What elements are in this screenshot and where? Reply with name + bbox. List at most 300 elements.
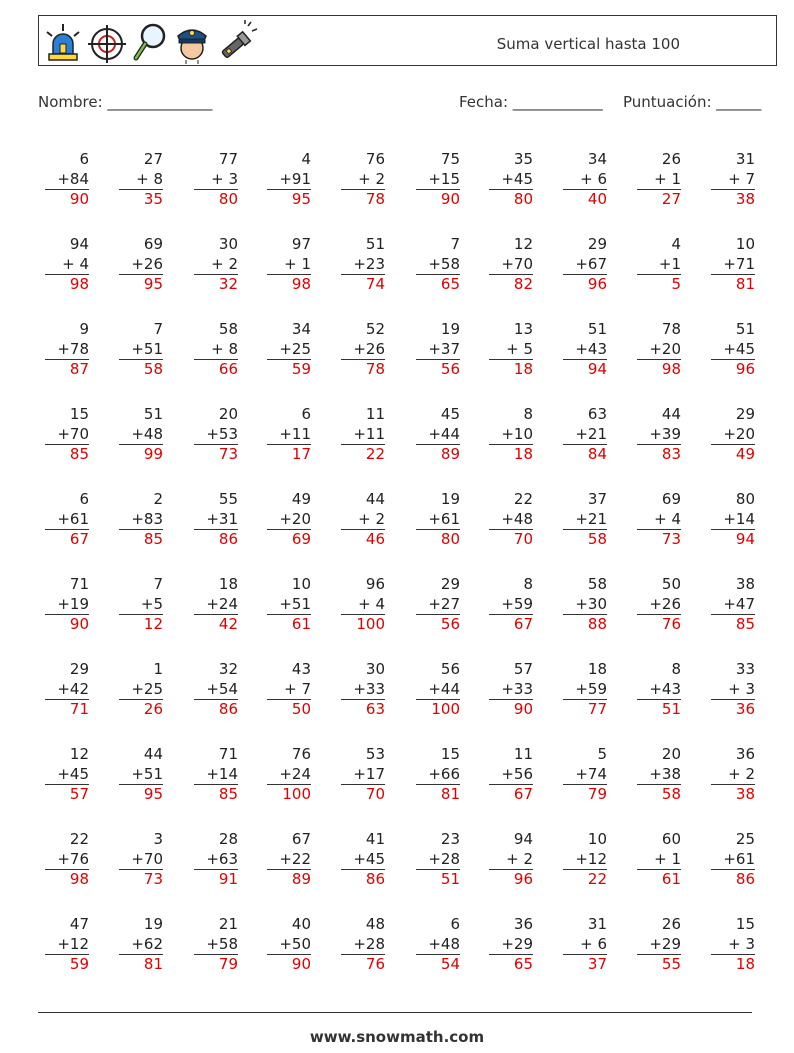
addend-top: 67 [291, 830, 311, 848]
answer: 22 [563, 869, 607, 890]
addend-bottom: + 7 [284, 679, 311, 698]
answer: 85 [119, 529, 163, 550]
addend-bottom: +28 [353, 934, 385, 953]
addend-top: 45 [440, 405, 460, 423]
addend-bottom: +47 [723, 594, 755, 613]
addend-top: 71 [218, 745, 238, 763]
problem-row [0, 235, 794, 315]
addend-top: 44 [365, 490, 385, 508]
addend-top: 51 [143, 405, 163, 423]
addition-problem [563, 660, 607, 720]
addend-bottom: +58 [206, 934, 238, 953]
addition-problem [194, 235, 238, 295]
addend-bottom: +14 [723, 509, 755, 528]
addend-top: 7 [450, 235, 460, 253]
addition-problem [637, 830, 681, 890]
addend-top: 23 [440, 830, 460, 848]
addend-bottom: +59 [501, 594, 533, 613]
answer: 57 [45, 784, 89, 805]
addend-top: 10 [587, 830, 607, 848]
addend-top: 76 [291, 745, 311, 763]
addend-bottom: +70 [131, 849, 163, 868]
addend-top: 48 [365, 915, 385, 933]
addend-top: 56 [440, 660, 460, 678]
addition-problem [637, 660, 681, 720]
answer: 98 [45, 274, 89, 295]
answer: 78 [341, 189, 385, 210]
addition-problem [119, 320, 163, 380]
addend-bottom: +12 [57, 934, 89, 953]
addend-bottom: +74 [575, 764, 607, 783]
addend-bottom: +31 [206, 509, 238, 528]
answer: 54 [416, 954, 460, 975]
addition-problem [267, 830, 311, 890]
answer: 67 [489, 614, 533, 635]
addition-problem [45, 235, 89, 295]
addition-problem [637, 405, 681, 465]
answer: 90 [489, 699, 533, 720]
footer-rule [38, 1012, 752, 1013]
addend-top: 6 [450, 915, 460, 933]
answer: 74 [341, 274, 385, 295]
addition-problem [267, 235, 311, 295]
addition-problem [416, 745, 460, 805]
addend-top: 3 [153, 830, 163, 848]
addition-problem [194, 150, 238, 210]
answer: 80 [194, 189, 238, 210]
addend-bottom: +1 [658, 254, 681, 273]
police-officer-icon [172, 20, 212, 64]
addend-bottom: +21 [575, 509, 607, 528]
addend-top: 30 [365, 660, 385, 678]
addend-bottom: +24 [206, 594, 238, 613]
addend-top: 26 [661, 150, 681, 168]
addend-bottom: +20 [723, 424, 755, 443]
answer: 49 [711, 444, 755, 465]
answer: 94 [711, 529, 755, 550]
addition-problem [45, 745, 89, 805]
answer: 56 [416, 614, 460, 635]
addend-bottom: +29 [649, 934, 681, 953]
addend-bottom: +63 [206, 849, 238, 868]
addition-problem [267, 490, 311, 550]
addend-bottom: + 3 [728, 679, 755, 698]
addend-bottom: +43 [649, 679, 681, 698]
answer: 65 [416, 274, 460, 295]
addend-bottom: +33 [353, 679, 385, 698]
answer: 90 [45, 614, 89, 635]
addend-top: 29 [587, 235, 607, 253]
addition-problem [267, 660, 311, 720]
addition-problem [45, 150, 89, 210]
addition-problem [194, 915, 238, 975]
answer: 100 [416, 699, 460, 720]
addition-problem [637, 915, 681, 975]
addend-top: 12 [513, 235, 533, 253]
answer: 88 [563, 614, 607, 635]
addend-bottom: + 1 [654, 169, 681, 188]
answer: 61 [637, 869, 681, 890]
addend-top: 26 [661, 915, 681, 933]
addend-bottom: +44 [428, 679, 460, 698]
answer: 80 [416, 529, 460, 550]
addition-problem [45, 490, 89, 550]
addend-bottom: +14 [206, 764, 238, 783]
addend-top: 58 [587, 575, 607, 593]
addition-problem [416, 235, 460, 295]
answer: 65 [489, 954, 533, 975]
addend-bottom: +58 [428, 254, 460, 273]
addend-bottom: + 3 [211, 169, 238, 188]
addend-top: 51 [735, 320, 755, 338]
addition-problem [711, 745, 755, 805]
answer: 27 [637, 189, 681, 210]
addition-problem [416, 660, 460, 720]
addition-problem [267, 575, 311, 635]
addend-top: 29 [69, 660, 89, 678]
addend-top: 36 [513, 915, 533, 933]
addend-bottom: +67 [575, 254, 607, 273]
addition-problem [267, 405, 311, 465]
addend-top: 6 [301, 405, 311, 423]
answer: 69 [267, 529, 311, 550]
answer: 98 [267, 274, 311, 295]
answer: 18 [711, 954, 755, 975]
addend-top: 18 [218, 575, 238, 593]
answer: 85 [711, 614, 755, 635]
addend-top: 35 [513, 150, 533, 168]
addend-top: 31 [735, 150, 755, 168]
answer: 76 [637, 614, 681, 635]
worksheet-title: Suma vertical hasta 100 [496, 35, 680, 53]
addend-bottom: +20 [279, 509, 311, 528]
addend-top: 78 [661, 320, 681, 338]
addition-problem [119, 235, 163, 295]
addition-problem [267, 915, 311, 975]
date-field-label: Fecha: ____________ [459, 93, 603, 111]
addend-top: 28 [218, 830, 238, 848]
addition-problem [711, 915, 755, 975]
answer: 96 [711, 359, 755, 380]
addition-problem [563, 150, 607, 210]
addend-bottom: +56 [501, 764, 533, 783]
addend-bottom: +39 [649, 424, 681, 443]
answer: 85 [194, 784, 238, 805]
answer: 55 [637, 954, 681, 975]
answer: 81 [711, 274, 755, 295]
addend-top: 6 [79, 150, 89, 168]
addend-bottom: +27 [428, 594, 460, 613]
problem-row [0, 745, 794, 825]
addend-top: 19 [143, 915, 163, 933]
addend-bottom: + 8 [211, 339, 238, 358]
addend-top: 20 [661, 745, 681, 763]
addend-bottom: +83 [131, 509, 163, 528]
addend-top: 7 [153, 575, 163, 593]
problem-row [0, 575, 794, 655]
addend-top: 50 [661, 575, 681, 593]
addend-top: 8 [671, 660, 681, 678]
addend-top: 19 [440, 490, 460, 508]
answer: 81 [416, 784, 460, 805]
addition-problem [119, 150, 163, 210]
addition-problem [416, 490, 460, 550]
addend-bottom: +11 [353, 424, 385, 443]
addition-problem [563, 320, 607, 380]
addend-top: 32 [218, 660, 238, 678]
siren-icon [43, 20, 83, 64]
addition-problem [194, 660, 238, 720]
answer: 90 [416, 189, 460, 210]
answer: 96 [563, 274, 607, 295]
addend-bottom: +70 [501, 254, 533, 273]
addition-problem [45, 575, 89, 635]
addition-problem [341, 150, 385, 210]
addition-problem [119, 660, 163, 720]
addend-bottom: +24 [279, 764, 311, 783]
addend-bottom: +5 [140, 594, 163, 613]
answer: 86 [194, 699, 238, 720]
addend-top: 51 [365, 235, 385, 253]
answer: 79 [563, 784, 607, 805]
addend-bottom: +62 [131, 934, 163, 953]
addend-top: 34 [291, 320, 311, 338]
addend-bottom: + 3 [728, 934, 755, 953]
addition-problem [416, 575, 460, 635]
addition-problem [563, 405, 607, 465]
addition-problem [119, 915, 163, 975]
answer: 76 [341, 954, 385, 975]
addend-bottom: +84 [57, 169, 89, 188]
addition-problem [341, 320, 385, 380]
addend-bottom: +66 [428, 764, 460, 783]
addition-problem [341, 915, 385, 975]
addend-bottom: +61 [723, 849, 755, 868]
answer: 50 [267, 699, 311, 720]
addition-problem [267, 745, 311, 805]
addition-problem [341, 745, 385, 805]
addend-bottom: + 2 [728, 764, 755, 783]
addend-top: 40 [291, 915, 311, 933]
addend-bottom: +48 [428, 934, 460, 953]
addend-top: 44 [661, 405, 681, 423]
addition-problem [489, 830, 533, 890]
answer: 70 [341, 784, 385, 805]
answer: 91 [194, 869, 238, 890]
addend-bottom: + 2 [358, 169, 385, 188]
answer: 38 [711, 784, 755, 805]
answer: 18 [489, 444, 533, 465]
addend-top: 22 [513, 490, 533, 508]
addend-top: 8 [523, 575, 533, 593]
flashlight-icon [215, 20, 259, 64]
answer: 66 [194, 359, 238, 380]
answer: 73 [119, 869, 163, 890]
addition-problem [341, 660, 385, 720]
addend-top: 44 [143, 745, 163, 763]
addend-bottom: +26 [353, 339, 385, 358]
addition-problem [119, 575, 163, 635]
answer: 18 [489, 359, 533, 380]
addend-top: 1 [153, 660, 163, 678]
addend-bottom: + 2 [506, 849, 533, 868]
answer: 73 [194, 444, 238, 465]
addend-top: 7 [153, 320, 163, 338]
addition-problem [489, 575, 533, 635]
addition-problem [563, 830, 607, 890]
addend-bottom: +19 [57, 594, 89, 613]
problem-row [0, 150, 794, 230]
addend-top: 12 [69, 745, 89, 763]
addend-bottom: +71 [723, 254, 755, 273]
addend-bottom: +15 [428, 169, 460, 188]
addend-bottom: +22 [279, 849, 311, 868]
addend-top: 80 [735, 490, 755, 508]
addition-problem [119, 745, 163, 805]
addition-problem [489, 150, 533, 210]
addition-problem [563, 235, 607, 295]
answer: 22 [341, 444, 385, 465]
answer: 87 [45, 359, 89, 380]
answer: 73 [637, 529, 681, 550]
addition-problem [563, 915, 607, 975]
addend-bottom: + 4 [62, 254, 89, 273]
answer: 70 [489, 529, 533, 550]
addend-top: 51 [587, 320, 607, 338]
header-box [38, 15, 777, 66]
addition-problem [489, 490, 533, 550]
addend-bottom: +78 [57, 339, 89, 358]
addend-bottom: +43 [575, 339, 607, 358]
addend-bottom: +33 [501, 679, 533, 698]
problem-row [0, 405, 794, 485]
addend-bottom: + 1 [654, 849, 681, 868]
addend-bottom: +51 [279, 594, 311, 613]
answer: 86 [341, 869, 385, 890]
addition-problem [45, 915, 89, 975]
answer: 35 [119, 189, 163, 210]
addend-top: 36 [735, 745, 755, 763]
answer: 94 [563, 359, 607, 380]
answer: 85 [45, 444, 89, 465]
addend-bottom: +45 [353, 849, 385, 868]
addend-top: 75 [440, 150, 460, 168]
addition-problem [267, 320, 311, 380]
answer: 89 [267, 869, 311, 890]
addition-problem [45, 830, 89, 890]
addend-top: 47 [69, 915, 89, 933]
addend-top: 58 [218, 320, 238, 338]
addition-problem [416, 915, 460, 975]
addend-top: 19 [440, 320, 460, 338]
answer: 79 [194, 954, 238, 975]
addend-bottom: +29 [501, 934, 533, 953]
addend-top: 29 [735, 405, 755, 423]
addition-problem [45, 660, 89, 720]
addend-top: 25 [735, 830, 755, 848]
addend-bottom: +59 [575, 679, 607, 698]
addition-problem [119, 490, 163, 550]
addition-problem [711, 575, 755, 635]
footer-site: www.snowmath.com [309, 1028, 485, 1046]
addend-bottom: +44 [428, 424, 460, 443]
addend-top: 57 [513, 660, 533, 678]
addition-problem [711, 150, 755, 210]
addend-top: 18 [587, 660, 607, 678]
score-field-label: Puntuación: ______ [623, 93, 762, 111]
name-field-label: Nombre: ______________ [38, 93, 213, 111]
addend-top: 4 [671, 235, 681, 253]
addend-top: 15 [735, 915, 755, 933]
addend-bottom: + 5 [506, 339, 533, 358]
addend-top: 55 [218, 490, 238, 508]
addition-problem [711, 320, 755, 380]
addend-top: 8 [523, 405, 533, 423]
answer: 71 [45, 699, 89, 720]
addend-top: 38 [735, 575, 755, 593]
addend-bottom: +25 [131, 679, 163, 698]
answer: 37 [563, 954, 607, 975]
addition-problem [489, 235, 533, 295]
addend-top: 34 [587, 150, 607, 168]
addition-problem [489, 405, 533, 465]
addend-top: 69 [661, 490, 681, 508]
addend-bottom: +38 [649, 764, 681, 783]
addend-bottom: +48 [501, 509, 533, 528]
answer: 99 [119, 444, 163, 465]
addend-top: 30 [218, 235, 238, 253]
answer: 26 [119, 699, 163, 720]
answer: 59 [267, 359, 311, 380]
addend-bottom: +10 [501, 424, 533, 443]
addend-top: 15 [69, 405, 89, 423]
answer: 61 [267, 614, 311, 635]
addition-problem [341, 490, 385, 550]
addition-problem [194, 575, 238, 635]
answer: 12 [119, 614, 163, 635]
answer: 98 [45, 869, 89, 890]
addend-bottom: + 8 [136, 169, 163, 188]
addend-top: 10 [291, 575, 311, 593]
addend-top: 69 [143, 235, 163, 253]
addition-problem [637, 235, 681, 295]
answer: 42 [194, 614, 238, 635]
addend-bottom: +26 [131, 254, 163, 273]
addend-top: 4 [301, 150, 311, 168]
answer: 46 [341, 529, 385, 550]
answer: 5 [637, 274, 681, 295]
answer: 95 [119, 784, 163, 805]
addend-top: 11 [365, 405, 385, 423]
addition-problem [45, 405, 89, 465]
answer: 96 [489, 869, 533, 890]
addend-top: 97 [291, 235, 311, 253]
addition-problem [341, 405, 385, 465]
addend-bottom: +26 [649, 594, 681, 613]
addend-bottom: + 6 [580, 169, 607, 188]
answer: 32 [194, 274, 238, 295]
answer: 59 [45, 954, 89, 975]
addition-problem [119, 830, 163, 890]
addition-problem [416, 405, 460, 465]
addition-problem [194, 745, 238, 805]
addend-bottom: +70 [57, 424, 89, 443]
addend-top: 63 [587, 405, 607, 423]
addend-top: 10 [735, 235, 755, 253]
answer: 38 [711, 189, 755, 210]
addend-top: 15 [440, 745, 460, 763]
addend-top: 27 [143, 150, 163, 168]
